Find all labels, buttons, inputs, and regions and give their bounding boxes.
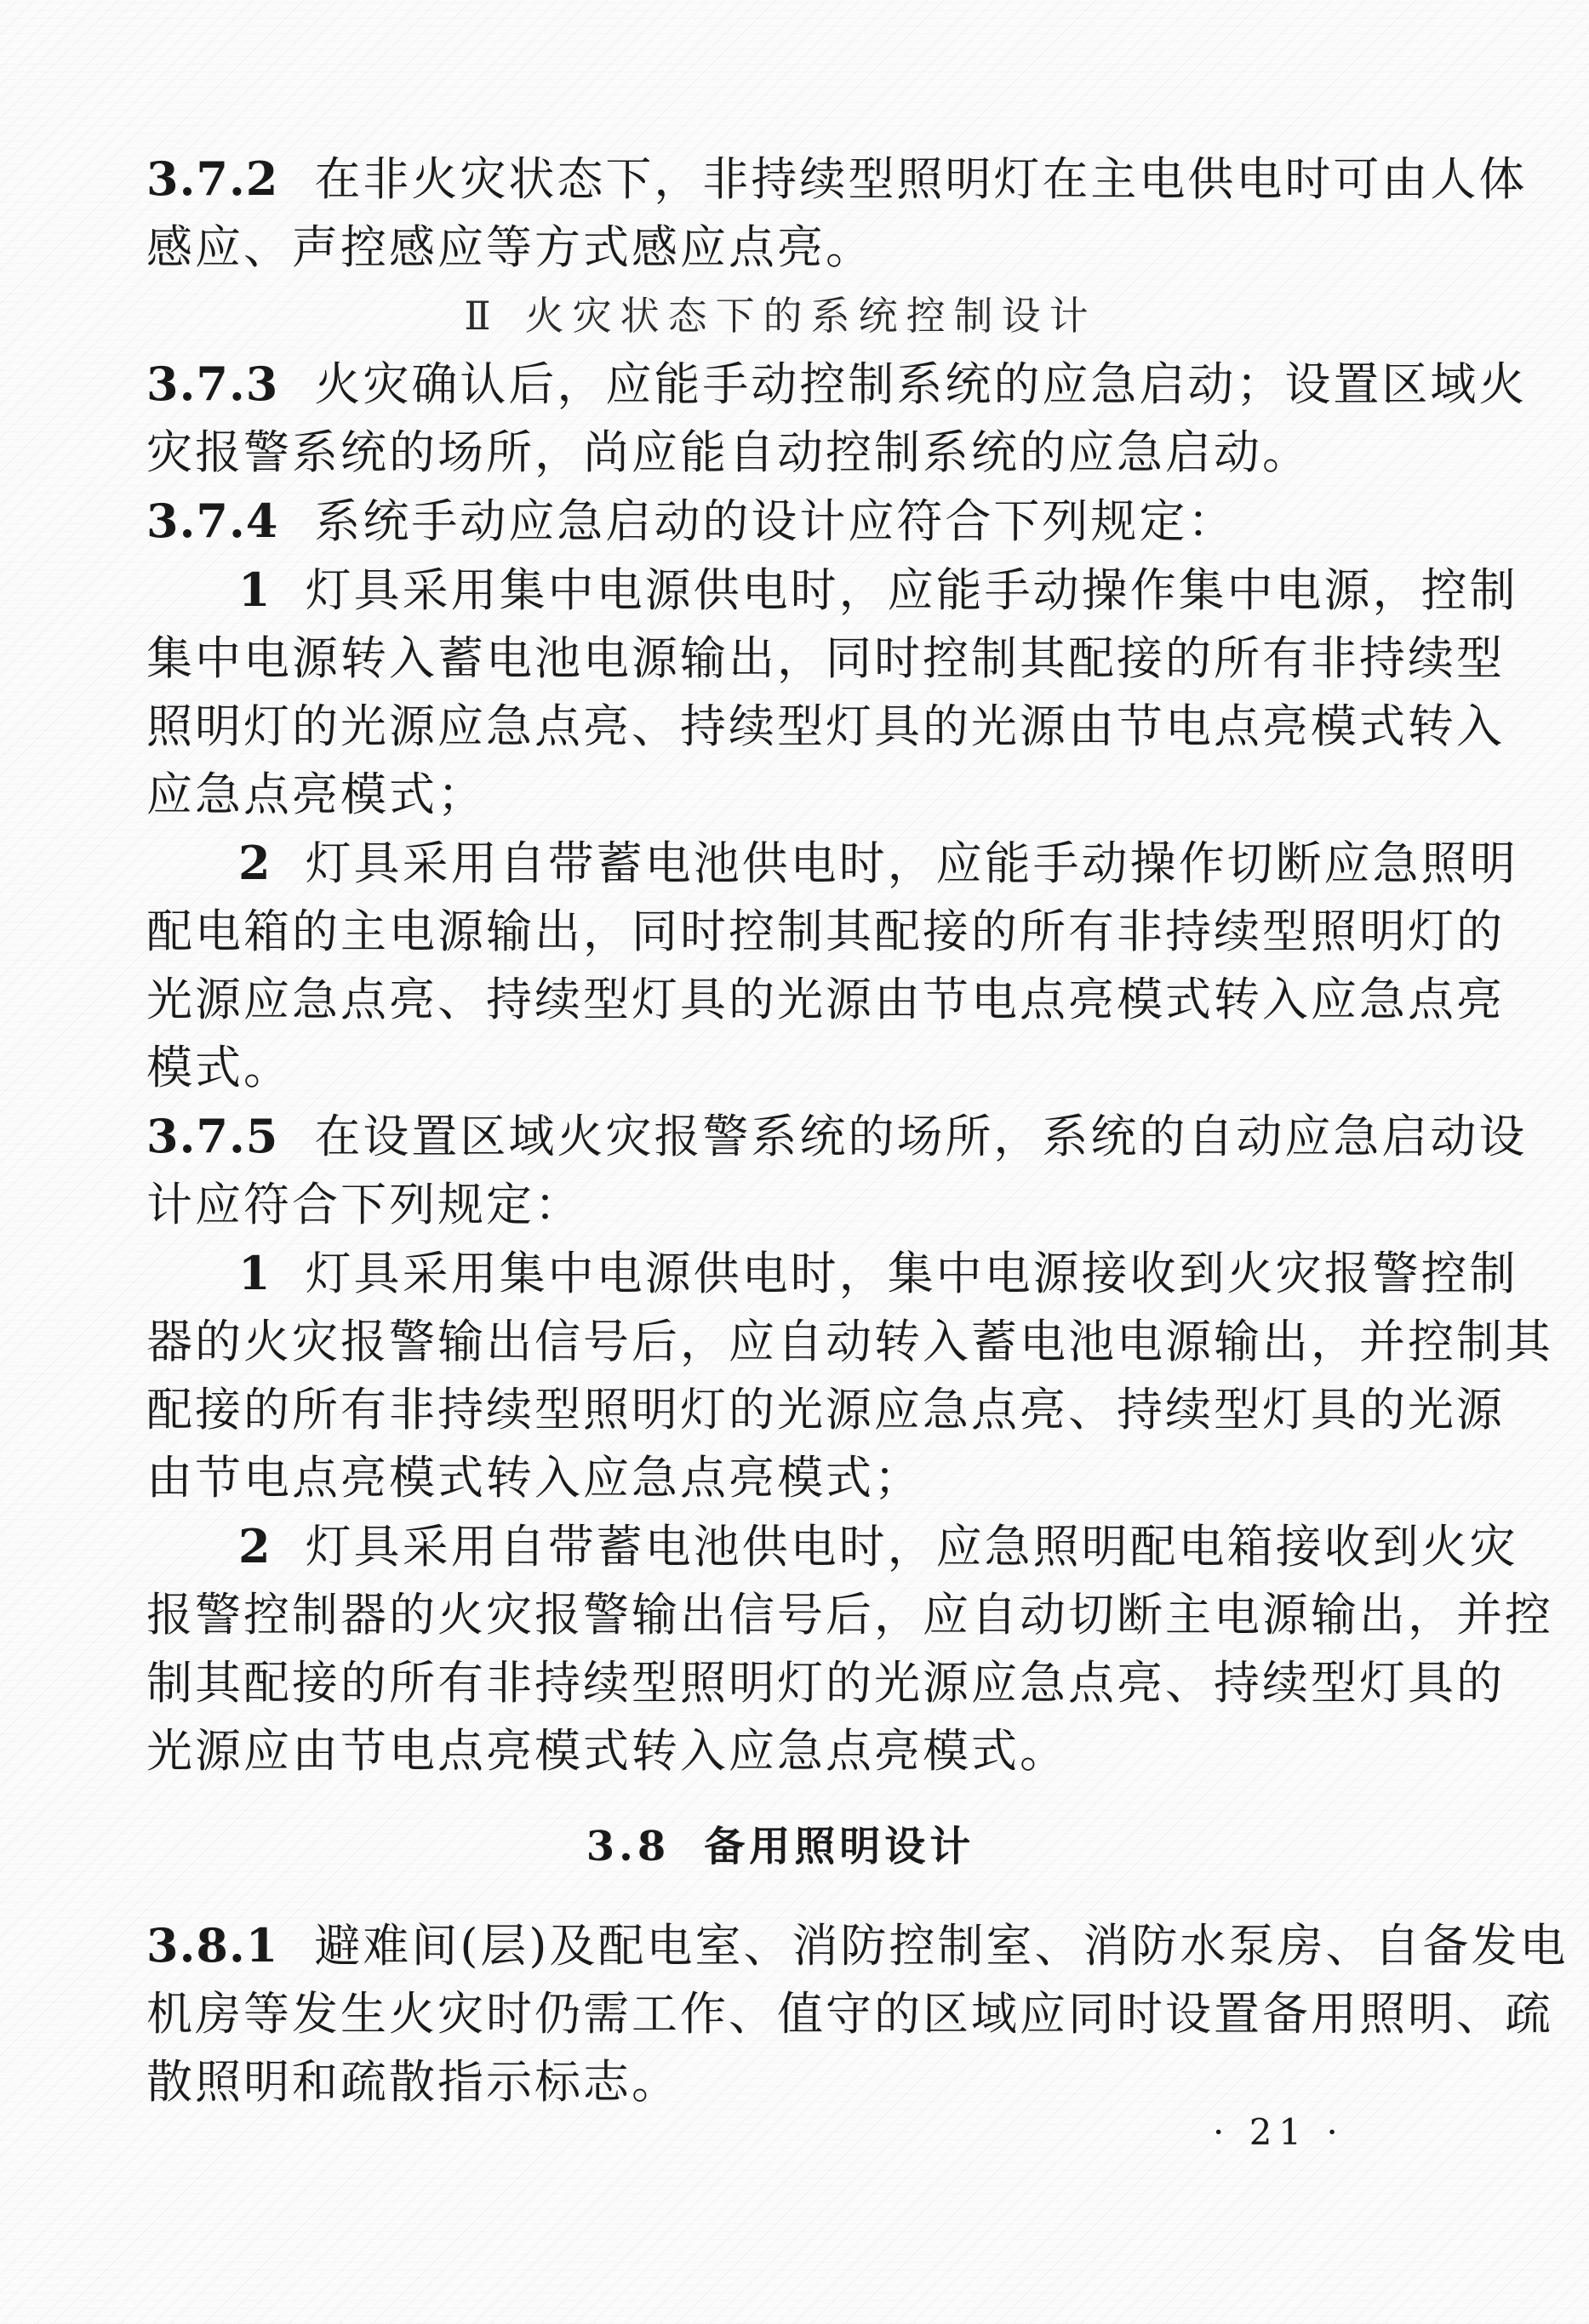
- clause-number: 3.8.1: [146, 1918, 279, 1973]
- clause-3-7-4-item-2-line-2: [146, 898, 1505, 966]
- clause-3-7-5-item-2-line-1: [146, 1512, 1518, 1581]
- clause-3-7-5-item-1-line-3: [146, 1376, 1505, 1444]
- clause-text: 在设置区域火灾报警系统的场所，系统的自动应急启动设: [314, 1110, 1528, 1163]
- clause-3-7-2-line-1: [146, 145, 1528, 214]
- clause-3-7-5-item-1-line-1: [146, 1239, 1518, 1308]
- item-text: 集中电源转入蓄电池电源输出，同时控制其配接的所有非持续型: [146, 631, 1505, 685]
- clause-3-7-2-line-2: [146, 214, 1415, 282]
- item-text: 灯具采用集中电源供电时，应能手动操作集中电源，控制: [305, 563, 1518, 617]
- clause-3-7-5-item-2-line-4: [146, 1717, 1415, 1785]
- clause-text: 感应、声控感应等方式感应点亮。: [146, 220, 874, 274]
- item-text: 制其配接的所有非持续型照明灯的光源应急点亮、持续型灯具的: [146, 1656, 1505, 1710]
- clause-3-7-4-line-1: [146, 487, 1415, 556]
- clause-3-7-4-item-1-line-4: [146, 761, 1415, 829]
- clause-text: 系统手动应急启动的设计应符合下列规定：: [314, 494, 1237, 548]
- clause-3-7-4-item-1-line-1: [146, 556, 1518, 625]
- item-number: 1: [238, 562, 273, 617]
- clause-number: 3.7.3: [146, 357, 279, 411]
- item-text: 光源应急点亮、持续型灯具的光源由节电点亮模式转入应急点亮: [146, 973, 1505, 1026]
- clause-3-7-5-item-1-line-4: [146, 1444, 1415, 1512]
- clause-3-7-3-line-1: [146, 350, 1528, 419]
- clause-3-7-4-item-2-line-4: [146, 1034, 1415, 1102]
- item-text: 照明灯的光源应急点亮、持续型灯具的光源由节电点亮模式转入: [146, 699, 1505, 753]
- section-number: 3.8: [586, 1823, 671, 1870]
- subsection-heading: [146, 282, 1415, 350]
- item-text: 光源应由节电点亮模式转入应急点亮模式。: [146, 1724, 1068, 1778]
- item-number: 2: [238, 1519, 273, 1573]
- clause-number: 3.7.4: [146, 494, 279, 548]
- subsection-roman-numeral: Ⅱ: [464, 293, 491, 339]
- item-text: 配接的所有非持续型照明灯的光源应急点亮、持续型灯具的光源: [146, 1383, 1505, 1436]
- clause-number: 3.7.5: [146, 1109, 279, 1163]
- clause-3-7-5-item-2-line-3: [146, 1649, 1505, 1717]
- item-text: 灯具采用集中电源供电时，集中电源接收到火灾报警控制: [305, 1247, 1518, 1300]
- section-title: 备用照明设计: [704, 1823, 975, 1870]
- clause-3-8-1-line-3: [146, 2048, 1415, 2116]
- clause-3-7-4-item-2-line-3: [146, 966, 1505, 1034]
- clause-3-7-5-item-2-line-2: [146, 1581, 1553, 1649]
- item-text: 报警控制器的火灾报警输出信号后，应自动切断主电源输出，并控: [146, 1588, 1553, 1642]
- item-text: 配电箱的主电源输出，同时控制其配接的所有非持续型照明灯的: [146, 905, 1505, 958]
- clause-text: 灾报警系统的场所，尚应能自动控制系统的应急启动。: [146, 425, 1311, 479]
- clause-text: 计应符合下列规定：: [146, 1178, 583, 1231]
- clause-3-8-1-line-2: [146, 1980, 1553, 2048]
- page-number: · 21 ·: [1213, 2111, 1345, 2153]
- item-text: 器的火灾报警输出信号后，应自动转入蓄电池电源输出，并控制其: [146, 1315, 1553, 1368]
- item-text: 模式。: [146, 1041, 292, 1094]
- clause-text: 机房等发生火灾时仍需工作、值守的区域应同时设置备用照明、疏: [146, 1987, 1553, 2041]
- item-number: 1: [238, 1246, 273, 1300]
- clause-text: 散照明和疏散指示标志。: [146, 2055, 680, 2109]
- item-number: 2: [238, 836, 273, 890]
- clause-text: 在非火灾状态下，非持续型照明灯在主电供电时可由人体: [314, 152, 1528, 206]
- clause-text: 火灾确认后，应能手动控制系统的应急启动；设置区域火: [314, 357, 1528, 411]
- item-text: 由节电点亮模式转入应急点亮模式；: [146, 1451, 923, 1505]
- clause-text: 避难间(层)及配电室、消防控制室、消防水泵房、自备发电: [314, 1919, 1569, 1973]
- item-text: 灯具采用自带蓄电池供电时，应能手动操作切断应急照明: [305, 837, 1518, 890]
- item-text: 应急点亮模式；: [146, 768, 486, 821]
- clause-3-7-5-line-2: [146, 1171, 1415, 1239]
- item-text: 灯具采用自带蓄电池供电时，应急照明配电箱接收到火灾: [305, 1520, 1518, 1573]
- subsection-title: 火灾状态下的系统控制设计: [524, 293, 1097, 339]
- section-heading: [146, 1813, 1415, 1881]
- clause-3-7-4-item-1-line-2: [146, 625, 1505, 693]
- clause-3-7-5-line-1: [146, 1102, 1528, 1171]
- clause-3-7-3-line-2: [146, 419, 1415, 487]
- clause-number: 3.7.2: [146, 151, 279, 206]
- clause-3-7-5-item-1-line-2: [146, 1308, 1553, 1376]
- clause-3-7-4-item-1-line-3: [146, 693, 1505, 761]
- clause-3-8-1-line-1: [146, 1911, 1569, 1980]
- page-content: [146, 145, 1569, 2116]
- clause-3-7-4-item-2-line-1: [146, 829, 1518, 898]
